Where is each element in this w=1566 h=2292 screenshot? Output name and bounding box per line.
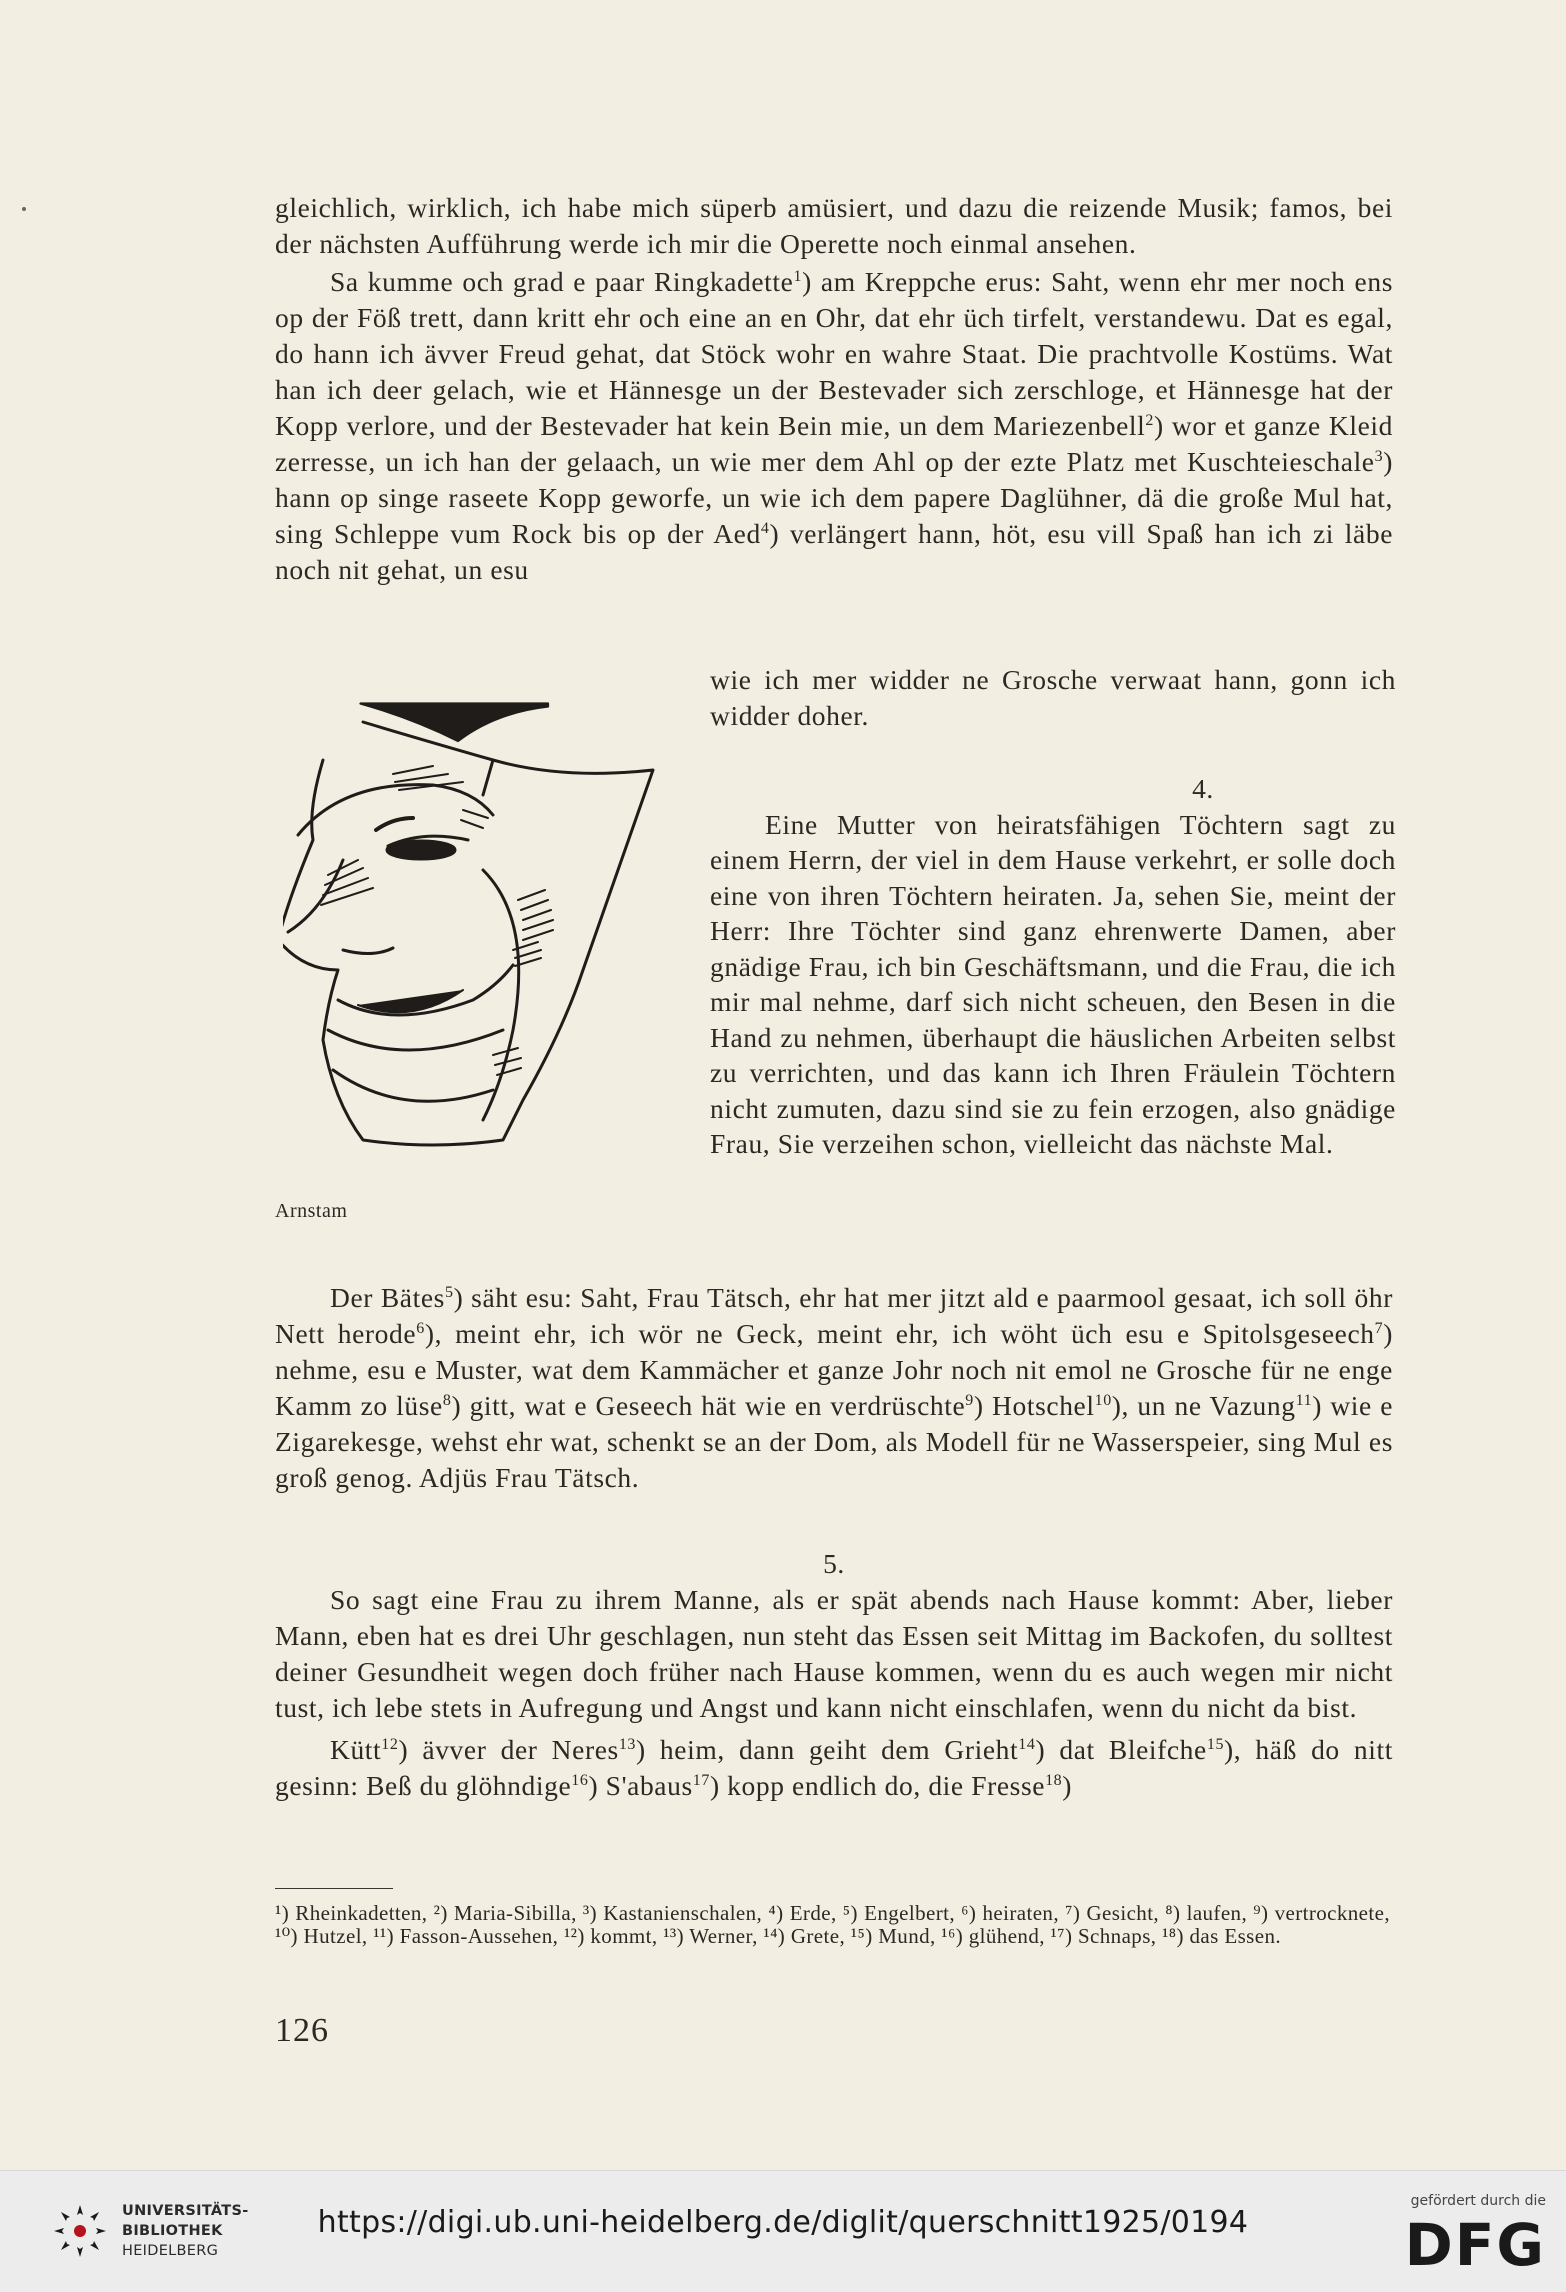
- text-column-beside-illustration: [710, 662, 1396, 1162]
- permalink-url[interactable]: https://digi.ub.uni-heidelberg.de/diglit/querschnitt1925/0194: [317, 2205, 1249, 2240]
- page-number: 126: [275, 2012, 329, 2049]
- section-number-4: 4.: [1192, 773, 1214, 804]
- paragraph-puppet-theatre: Sa kumme och grad e paar Ringkadette$^1$) am Kreppche erus: Saht, wenn ehr mer noch ens op der Föß trett, dann kritt ehr och eine an en Ohr, dat ehr üch tirfelt, verstandewu. Dat es egal, do hann ich ävver Freud gehat, dat Stöck wohr en wahre Staat. Die prachtvolle Kostüms. Wat han ich deer gelach, wie et Hännesge un der Bestevader sich zerschloge, et Hännesge hat der Kopp verlore, und der Bestevader hat kein Bein mie, un dem Mariezenbell$^2$) wor et ganze Kleid zerresse, un ich han der gelaach, un wie mer dem Ahl op der ezte Platz met Kuschteieschale$^3$) hann op singe raseete Kopp geworfe, un wie ich dem papere Daglühner, dä die große Mul hat, sing Schleppe vum Rock bis op der Aed$^4$) verlängert hann, höt, esu vill Spaß han ich zi läbe noch nit gehat, un esu: [275, 266, 1393, 585]
- paragraph-puppet-theatre-end: wie ich mer widder ne Grosche verwaat hann, gonn ich widder doher.: [710, 664, 1396, 731]
- digitization-footer: [0, 2170, 1566, 2292]
- mask-illustration: [283, 700, 683, 1180]
- footnote-divider: [275, 1888, 393, 1889]
- paragraph-section-4: Eine Mutter von heiratsfähigen Töchtern sagt zu einem Herrn, der viel in dem Hause verkehrt, er solle doch eine von ihren Töchtern heiraten. Ja, sehen Sie, meint der Herr: Ihre Töchter sind ganz ehrenwerte Damen, aber gnädige Frau, ich bin Geschäftsmann, und die Frau, die ich mir mal nehme, darf sich nicht scheuen, den Besen in die Hand zu nehmen, überhaupt die häuslichen Arbeiten selbst zu verrichten, und das kann ich Ihren Fräulein Töchtern nicht zumuten, dazu sind sie zu fein erzogen, also gnädige Frau, Sie verzeihen schon, vielleicht das nächste Mal.: [710, 808, 1396, 1159]
- section-number-5: 5.: [823, 1548, 845, 1579]
- funded-by-label: gefördert durch die: [1410, 2193, 1546, 2209]
- illustration-caption: Arnstam: [275, 1200, 348, 1222]
- paragraph-intro: gleichlich, wirklich, ich habe mich süperb amüsiert, und dazu die reizende Musik; famos, bei der nächsten Aufführung werde ich mir die Operette noch einmal ansehen.: [275, 192, 1393, 259]
- scan-speck: [22, 207, 26, 211]
- university-library-name: UNIVERSITÄTS- BIBLIOTHEK HEIDELBERG: [122, 2203, 249, 2259]
- text-block-top: [275, 190, 1393, 588]
- dfg-logo[interactable]: DFG: [1404, 2211, 1546, 2279]
- paragraph-section-5: So sagt eine Frau zu ihrem Manne, als er spät abends nach Hause kommt: Aber, lieber Mann, eben hat es drei Uhr geschlagen, nun steht das Essen seit Mittag im Backofen, du solltest deiner Gesundheit wegen doch früher nach Hause kommen, wenn du es auch wegen mir nicht tust, ich lebe stets in Aufregung und Angst und kann nicht einschlafen, wenn du nicht da bist.: [275, 1584, 1393, 1723]
- paragraph-kuett: Kütt$^{12}$) ävver der Neres$^{13}$) heim, dann geiht dem Grieht$^{14}$) dat Bleifche$^{15}$), häß do nitt gesinn: Beß du glöhndige$^{16}$) S'abaus$^{17}$) kopp endlich do, die Fresse$^{18}$): [275, 1734, 1394, 1801]
- text-block-bottom: [275, 1280, 1393, 1804]
- footnotes: ¹) Rheinkadetten, ²) Maria-Sibilla, ³) Kastanienschalen, ⁴) Erde, ⁵) Engelbert, ⁶) heiraten, ⁷) Gesicht, ⁸) laufen, ⁹) vertrocknete, ¹⁰) Hutzel, ¹¹) Fasson-Aussehen, ¹²) kommt, ¹³) Werner, ¹⁴) Grete, ¹⁵) Mund, ¹⁶) glühend, ¹⁷) Schnaps, ¹⁸) das Essen.: [275, 1901, 1390, 1948]
- paragraph-baetes: Der Bätes$^5$) säht esu: Saht, Frau Tätsch, ehr hat mer jitzt ald e paarmool gesaat, ich soll öhr Nett herode$^6$), meint ehr, ich wör ne Geck, meint ehr, ich wöht üch esu e Spitolsgeseech$^7$) nehme, esu e Muster, wat dem Kammächer et ganze Johr noch nit emol ne Grosche für ne enge Kamm zo lüse$^8$) gitt, wat e Geseech hät wie en verdrüschte$^9$) Hotschel$^{10}$), un ne Vazung$^{11}$) wie e Zigarekesge, wehst ehr wat, schenkt se an der Dom, als Modell für ne Wasserspeier, sing Mul es groß genog. Adjüs Frau Tätsch.: [275, 1282, 1394, 1493]
